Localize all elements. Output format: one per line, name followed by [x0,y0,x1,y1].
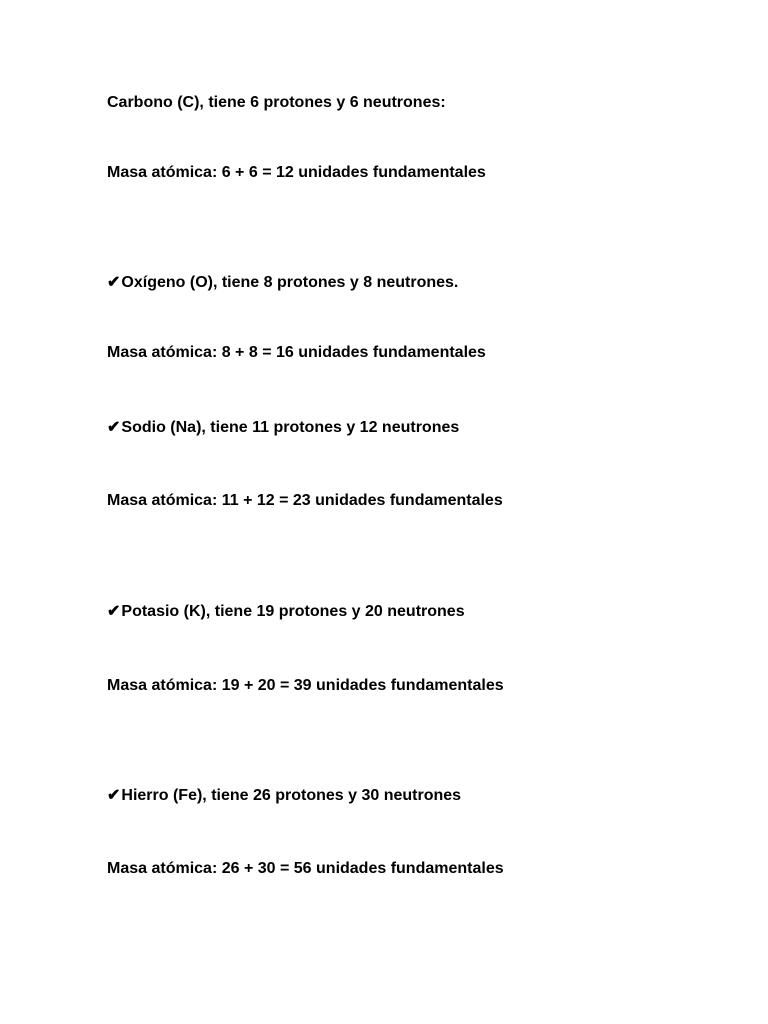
element-potasio-line [107,602,465,622]
checkmark-icon: ✔ [107,419,121,436]
element-potasio-text: Potasio (K), tiene 19 protones y 20 neutrones [121,603,465,620]
checkmark-icon: ✔ [107,603,121,620]
element-sodio-line [107,418,459,438]
element-carbono-line [107,93,446,113]
mass-carbono-text: Masa atómica: 6 + 6 = 12 unidades fundamentales [107,164,486,181]
element-oxigeno-line [107,273,458,293]
element-hierro-line [107,786,461,806]
mass-oxigeno-text: Masa atómica: 8 + 8 = 16 unidades fundamentales [107,344,486,361]
element-oxigeno-text: Oxígeno (O), tiene 8 protones y 8 neutrones. [121,274,459,291]
checkmark-icon: ✔ [107,274,121,291]
mass-potasio-line [107,676,504,696]
mass-potasio-text: Masa atómica: 19 + 20 = 39 unidades fundamentales [107,677,504,694]
element-sodio-text: Sodio (Na), tiene 11 protones y 12 neutrones [121,419,460,436]
mass-carbono-line [107,163,486,183]
element-carbono-text: Carbono (C), tiene 6 protones y 6 neutrones: [107,94,446,111]
mass-sodio-text: Masa atómica: 11 + 12 = 23 unidades fundamentales [107,492,503,509]
checkmark-icon: ✔ [107,787,121,804]
mass-hierro-text: Masa atómica: 26 + 30 = 56 unidades fundamentales [107,860,504,877]
mass-sodio-line [107,491,503,511]
mass-oxigeno-line [107,343,486,363]
element-hierro-text: Hierro (Fe), tiene 26 protones y 30 neutrones [121,787,462,804]
mass-hierro-line [107,859,504,879]
